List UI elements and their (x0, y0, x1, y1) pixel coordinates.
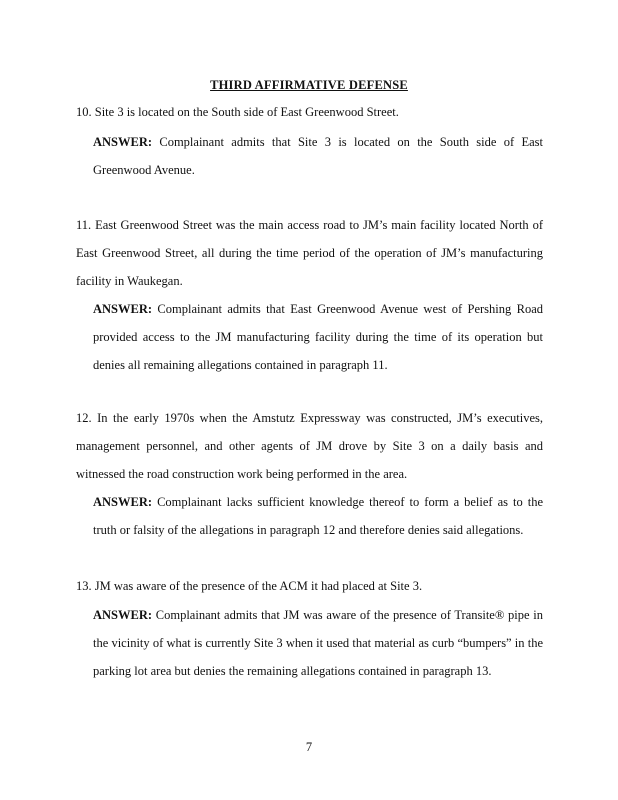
answer-label: ANSWER: (93, 495, 153, 509)
paragraph-12 (76, 404, 543, 488)
answer-label: ANSWER: (93, 135, 153, 149)
paragraph-number: 10. (76, 105, 92, 119)
paragraph-13 (76, 572, 543, 600)
answer-label: ANSWER: (93, 302, 153, 316)
paragraph-text: East Greenwood Street was the main access road to JM’s main facility located North of East Greenwood Street, all during the time period of the operation of JM’s manufacturing facility in Waukegan. (76, 218, 543, 288)
answer-13 (93, 601, 543, 685)
answer-label: ANSWER: (93, 608, 153, 622)
page-number: 7 (305, 740, 313, 754)
answer-text: Complainant admits that JM was aware of the presence of Transite® pipe in the vicinity of what is currently Site 3 when it used that material as curb “bumpers” in the parking lot area but denies the remaining allegations contained in paragraph 13. (93, 608, 544, 678)
paragraph-10 (76, 98, 543, 126)
answer-12 (93, 488, 543, 544)
answer-text: Complainant admits that Site 3 is located on the South side of East Greenwood Avenue. (93, 135, 544, 177)
answer-11 (93, 295, 543, 379)
answer-text: Complainant admits that East Greenwood Avenue west of Pershing Road provided access to the JM manufacturing facility during the time of its operation but denies all remaining allegations contained in paragraph 11. (93, 302, 543, 372)
paragraph-number: 12. (76, 411, 92, 425)
paragraph-text: In the early 1970s when the Amstutz Expressway was constructed, JM’s executives, management personnel, and other agents of JM drove by Site 3 on a daily basis and witnessed the road construction work being performed in the area. (76, 411, 544, 481)
paragraph-text: Site 3 is located on the South side of East Greenwood Street. (94, 105, 399, 119)
section-heading: THIRD AFFIRMATIVE DEFENSE (210, 78, 408, 92)
paragraph-number: 13. (76, 579, 92, 593)
answer-text: Complainant lacks sufficient knowledge thereof to form a belief as to the truth or falsity of the allegations in paragraph 12 and therefore denies said allegations. (93, 495, 543, 537)
paragraph-number: 11. (76, 218, 92, 232)
answer-10 (93, 128, 543, 184)
paragraph-text: JM was aware of the presence of the ACM it had placed at Site 3. (94, 579, 423, 593)
paragraph-11 (76, 211, 543, 295)
